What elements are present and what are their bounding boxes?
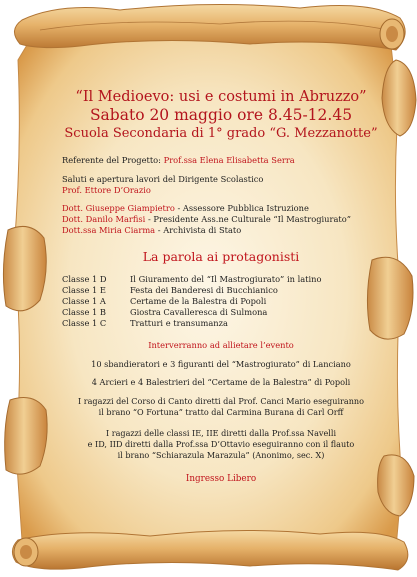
guest-item (62, 214, 380, 225)
entertainment-heading: Interverranno ad allietare l’evento (148, 340, 294, 350)
class-cell: Classe 1 B (62, 307, 107, 317)
guest-item (62, 203, 380, 214)
class-program-table (62, 274, 322, 329)
table-row (62, 274, 322, 285)
table-row (62, 307, 322, 318)
activity-cell: Festa dei Banderesi di Bucchianico (130, 285, 278, 295)
flute-line: I ragazzi delle classi IE, IIE diretti dalla Prof.ssa Navelli (105, 428, 337, 438)
archers-note: 4 Arcieri e 4 Balestrieri del “Certame de la Balestra” di Popoli (91, 377, 351, 387)
class-cell: Classe 1 C (62, 318, 107, 328)
event-title: “Il Medioevo: usi e costumi in Abruzzo” (75, 89, 367, 105)
section-title: La parola ai protagonisti (142, 249, 300, 264)
guest-name: Dott. Giuseppe Giampietro (62, 203, 175, 213)
referent-label: Referente del Progetto: (62, 155, 164, 165)
table-row (62, 296, 322, 307)
flute-note (62, 428, 380, 461)
guest-role: - Archivista di Stato (155, 225, 242, 235)
project-referent (62, 155, 380, 166)
guest-role: - Assessore Pubblica Istruzione (174, 203, 309, 213)
choir-note (62, 396, 380, 418)
referent-name: Prof.ssa Elena Elisabetta Serra (163, 155, 295, 165)
flyer-content (62, 88, 380, 484)
table-row (62, 285, 322, 296)
greetings (62, 174, 380, 196)
principal-name: Prof. Ettore D’Orazio (62, 185, 151, 195)
choir-line: I ragazzi del Corso di Canto diretti dal Prof. Canci Mario eseguiranno (77, 396, 365, 406)
table-row (62, 318, 322, 329)
event-header (62, 88, 380, 142)
class-cell: Classe 1 D (62, 274, 107, 284)
guest-name: Dott.ssa Miria Ciarma (62, 225, 156, 235)
flute-line: e ID, IID diretti dalla Prof.ssa D’Ottavio eseguiranno con il flauto (87, 439, 355, 449)
flag-wavers-note: 10 sbandieratori e 3 figuranti del “Mastrogiurato” di Lanciano (91, 359, 351, 369)
event-date: Sabato 20 maggio ore 8.45-12.45 (89, 106, 353, 124)
activity-cell: Il Giuramento del “Il Mastrogiurato” in latino (130, 274, 322, 284)
class-cell: Classe 1 E (62, 285, 106, 295)
free-entry-note: Ingresso Libero (185, 474, 257, 484)
guest-name: Dott. Danilo Marfisi (62, 214, 146, 224)
choir-line: il brano “O Fortuna” tratto dal Carmina Burana di Carl Orff (98, 407, 344, 417)
guest-list (62, 203, 380, 236)
school-name: Scuola Secondaria di 1° grado “G. Mezzanotte” (64, 126, 378, 141)
class-cell: Classe 1 A (62, 296, 106, 306)
guest-item (62, 225, 380, 236)
activity-cell: Giostra Cavalleresca di Sulmona (130, 307, 268, 317)
guest-role: - Presidente Ass.ne Culturale “Il Mastrogiurato” (145, 214, 351, 224)
activity-cell: Certame de la Balestra di Popoli (130, 296, 267, 306)
activity-cell: Tratturi e transumanza (130, 318, 228, 328)
flute-line: il brano “Schiarazula Marazula” (Anonimo, sec. X) (117, 450, 325, 460)
greetings-text: Saluti e apertura lavori del Dirigente Scolastico (62, 174, 264, 184)
